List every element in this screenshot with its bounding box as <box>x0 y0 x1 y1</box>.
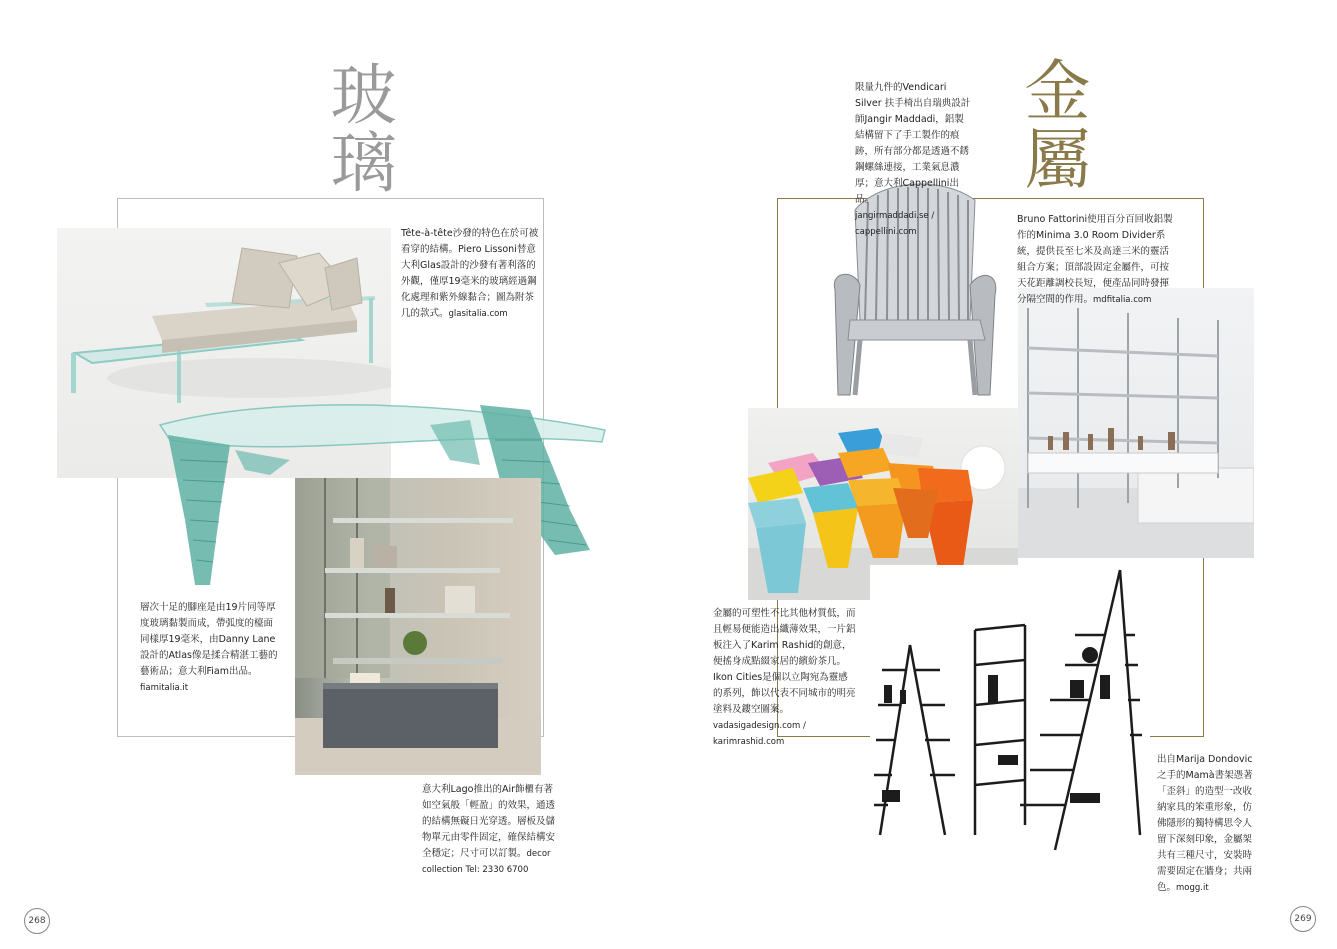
glass-shelf-photo <box>295 478 541 775</box>
caption-text: 金屬的可塑性不比其他材質低，而且輕易便能造出纖薄效果，一片鋁板注入了Karim Rashid的創意，便搖身成點綴家居的繽紛茶几。Ikon Cities是個以立陶宛為靈感的系列，飾以代表不同城市的明亮塗料及鏤空圖案。 <box>713 608 856 715</box>
caption-metal-bookcase <box>1157 752 1253 896</box>
caption-text: 出自Marija Dondovic之手的Mamà書架憑著「歪斜」的造型一改收納家具的笨重形象，仿佛隱形的獨特構思令人留下深刻印象，金屬架共有三種尺寸，安裝時需要固定在牆身；共兩色。 <box>1157 754 1253 893</box>
caption-url: mogg.it <box>1176 883 1209 893</box>
caption-glass-table <box>140 600 280 696</box>
caption-text: Bruno Fattorini使用百分百回收鋁製作的Minima 3.0 Room Divider系統，提供長至七米及高達三米的靈活組合方案；頂部設固定金屬件，可按天花距離調校長短，便產品同時發揮分隔空間的作用。 <box>1017 214 1173 305</box>
caption-text: 層次十足的腳座是由19片同等厚度玻璃黏製而成，帶弧度的檯面同樣厚19毫米，由Danny Lane設計的Atlas像是揉合精湛工藝的藝術品；意大利Fiam出品。 <box>140 602 278 677</box>
caption-url: glasitalia.com <box>448 309 508 319</box>
metal-title: 金屬 <box>1013 56 1090 192</box>
glass-title: 玻璃 <box>319 60 396 196</box>
caption-text: Tête-à-tête沙發的特色在於可被看穿的結構。Piero Lissoni替意大利Glas設計的沙發有著利落的外觀，僅厚19毫米的玻璃經過鋼化處理和紫外線黏合；圖為附茶几的款式。 <box>401 228 539 319</box>
page-number-right: 269 <box>1290 906 1316 932</box>
caption-text: 限量九件的Vendicari Silver 扶手椅出自瑞典設計師Jangir Maddadi，鋁製結構留下了手工製作的痕跡，所有部分都是透過不銹鋼螺絲連接，工業氣息濃厚；意大利Cappellini出品。 <box>855 82 971 205</box>
metal-divider-photo <box>1018 288 1254 558</box>
caption-glass-shelf <box>422 782 562 878</box>
caption-url: fiamitalia.it <box>140 683 189 693</box>
caption-glass-sofa <box>401 226 541 322</box>
page-number-left: 268 <box>24 908 50 934</box>
caption-url: decor collection Tel: 2330 6700 <box>422 849 551 875</box>
caption-url: jangirmaddadi.se / cappellini.com <box>855 211 935 237</box>
caption-text: 意大利Lago推出的Air飾櫃有著如空氣般「輕盈」的效果，通透的結構無礙日光穿透。層板及儲物單元由零件固定，確保結構安全穩定；尺寸可以訂製。 <box>422 784 556 859</box>
caption-url: mdfitalia.com <box>1093 295 1152 305</box>
metal-bookcase-photo <box>870 565 1150 855</box>
caption-metal-stools <box>713 606 857 750</box>
caption-metal-chair <box>855 80 973 240</box>
caption-url: vadasigadesign.com / karimrashid.com <box>713 721 806 747</box>
caption-metal-divider <box>1017 212 1177 308</box>
